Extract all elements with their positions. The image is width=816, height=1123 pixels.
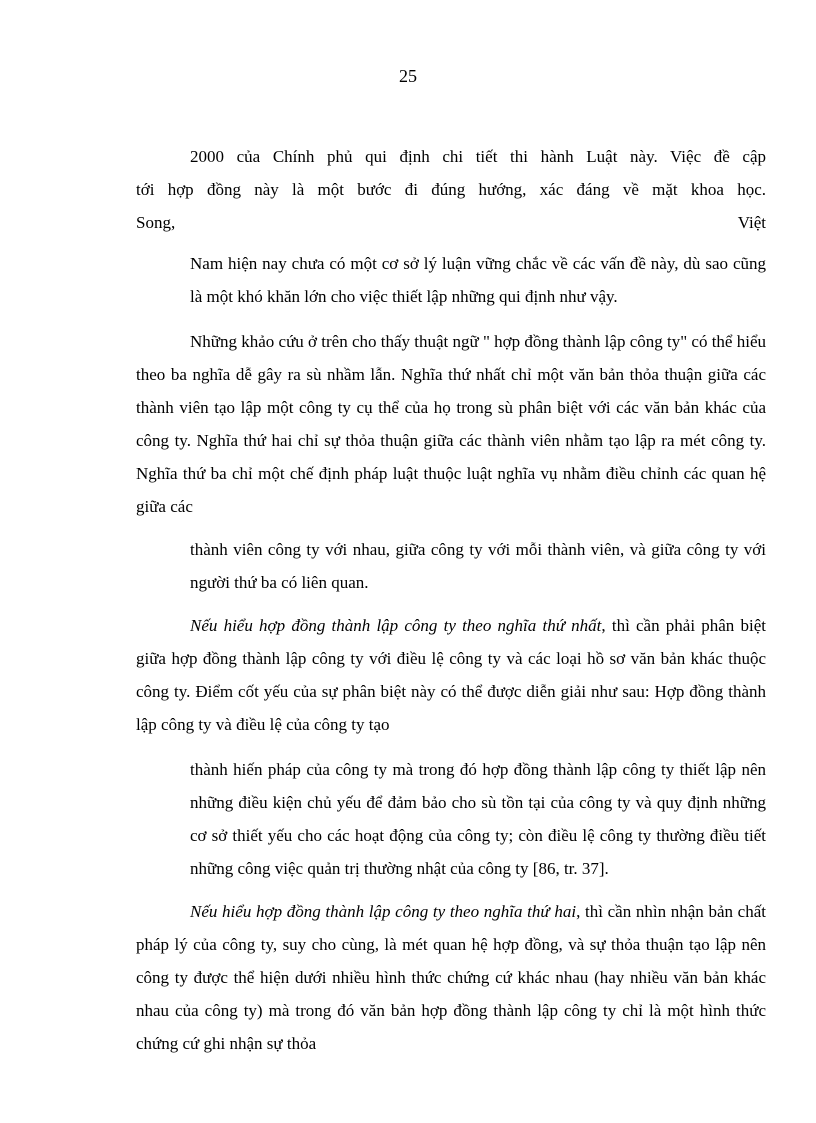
paragraph-1-line-3 (136, 206, 766, 239)
paragraph-4: thành viên công ty với nhau, giữa công ty với mỗi thành viên, và giữa công ty với người thứ ba có liên quan. (190, 540, 766, 592)
paragraph-7-italic: Nếu hiểu hợp đồng thành lập công ty theo nghĩa thứ hai (190, 902, 577, 921)
paragraph-2: Nam hiện nay chưa có một cơ sở lý luận vững chắc về các vấn đề này, dù sao cũng là một khó khăn lớn cho việc thiết lập những qui định như vậy. (190, 254, 766, 306)
paragraph-3: Những khảo cứu ở trên cho thấy thuật ngữ " hợp đồng thành lập công ty" có thể hiểu theo ba nghĩa dễ gây ra sù nhầm lẫn. Nghĩa thứ nhất chỉ một văn bản thỏa thuận giữa các thành viên tạo lập một công ty cụ thể của họ trong sù phân biệt với các văn bản khác của công ty. Nghĩa thứ hai chỉ sự thỏa thuận giữa các thành viên nhằm tạo lập ra mét công ty. Nghĩa thứ ba chỉ một chế định pháp luật thuộc luật nghĩa vụ nhằm điều chỉnh các quan hệ giữa các (136, 332, 766, 516)
paragraph-1-line-3-left: Song, (136, 213, 176, 232)
document-body (136, 140, 766, 1060)
paragraph-1-line-1: 2000 của Chính phủ qui định chi tiết thi hành Luật này. Việc đề cập (190, 147, 766, 166)
paragraph-7 (136, 895, 766, 1060)
page-number: 25 (399, 66, 417, 86)
paragraph-5-italic: Nếu hiểu hợp đồng thành lập công ty theo nghĩa thứ nhất (190, 616, 602, 635)
paragraph-5 (136, 609, 766, 741)
paragraph-1 (136, 140, 766, 239)
paragraph-1-line-2: tới hợp đồng này là một bước đi đúng hướng, xác đáng về mặt khoa học. (136, 180, 766, 199)
paragraph-7-rest: , thì cần nhìn nhận bản chất pháp lý của công ty, suy cho cùng, là mét quan hệ hợp đồng, và sự thỏa thuận tạo lập nên công ty được thể hiện dưới nhiều hình thức chứng cứ khác nhau (hay nhiều văn bản khác nhau của công ty) mà trong đó văn bản hợp đồng thành lập công ty chỉ là một hình thức chứng cứ ghi nhận sự thỏa (136, 902, 766, 1053)
paragraph-1-line-3-right: Việt (737, 213, 766, 232)
paragraph-6: thành hiến pháp của công ty mà trong đó hợp đồng thành lập công ty thiết lập nên những điều kiện chủ yếu để đảm bảo cho sù tồn tại của công ty và quy định những cơ sở thiết yếu cho các hoạt động của công ty; còn điều lệ công ty thường điều tiết những công việc quản trị thường nhật của công ty [86, tr. 37]. (190, 760, 766, 878)
paragraph-5-rest: , thì cần phải phân biệt giữa hợp đồng thành lập công ty với điều lệ công ty và các loại hồ sơ văn bản khác thuộc công ty. Điểm cốt yếu của sự phân biệt này có thể được diễn giải như sau: Hợp đồng thành lập công ty và điều lệ của công ty tạo (136, 616, 766, 734)
